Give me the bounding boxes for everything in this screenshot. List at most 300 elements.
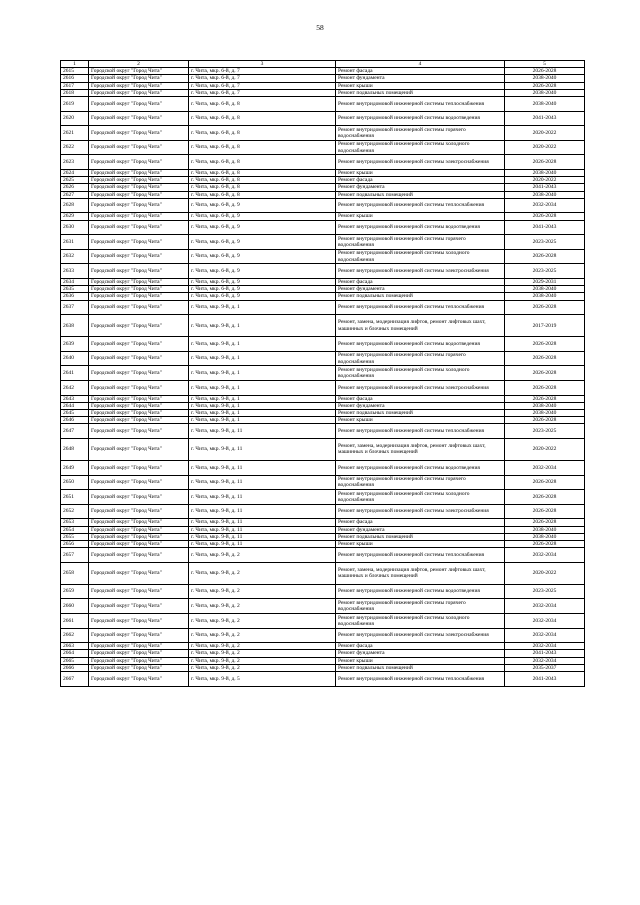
- period-cell: 2026-2028: [505, 213, 585, 220]
- address-cell: г. Чита, мкр. 6-й, д. 9: [189, 264, 336, 279]
- address-cell: г. Чита, мкр. 6-й, д. 9: [189, 293, 336, 300]
- work-type-cell: Ремонт внутридомовой инженерной системы электроснабжения: [336, 155, 505, 170]
- address-cell: г. Чита, мкр. 9-й, д. 11: [189, 519, 336, 526]
- municipality-cell: Городской округ "Город Чита": [89, 75, 189, 82]
- work-type-cell: Ремонт внутридомовой инженерной системы горячего водоснабжения: [336, 126, 505, 141]
- municipality-cell: Городской округ "Город Чита": [89, 533, 189, 540]
- address-cell: г. Чита, мкр. 6-й, д. 8: [189, 97, 336, 112]
- municipality-cell: Городской округ "Город Чита": [89, 278, 189, 285]
- work-type-cell: Ремонт внутридомовой инженерной системы теплоснабжения: [336, 548, 505, 563]
- municipality-cell: Городской округ "Город Чита": [89, 475, 189, 490]
- address-cell: г. Чита, мкр. 9-й, д. 1: [189, 402, 336, 409]
- work-type-cell: Ремонт крыши: [336, 169, 505, 176]
- municipality-cell: Городской округ "Город Чита": [89, 664, 189, 671]
- row-number-cell: 2652: [61, 504, 89, 519]
- municipality-cell: Городской округ "Город Чита": [89, 380, 189, 395]
- row-number-cell: 2655: [61, 533, 89, 540]
- municipality-cell: Городской округ "Город Чита": [89, 490, 189, 505]
- period-cell: 2038-2040: [505, 75, 585, 82]
- table-row: [61, 409, 585, 416]
- period-cell: 2038-2040: [505, 97, 585, 112]
- work-type-cell: Ремонт внутридомовой инженерной системы водоотведения: [336, 584, 505, 599]
- table-row: [61, 417, 585, 424]
- address-cell: г. Чита, мкр. 9-й, д. 1: [189, 337, 336, 352]
- period-cell: 2038-2040: [505, 169, 585, 176]
- work-type-cell: Ремонт, замена, модернизация лифтов, ремонт лифтовых шахт, машинных и блочных помещений: [336, 438, 505, 460]
- address-cell: г. Чита, мкр. 6-й, д. 8: [189, 126, 336, 141]
- work-type-cell: Ремонт внутридомовой инженерной системы теплоснабжения: [336, 424, 505, 439]
- address-cell: г. Чита, мкр. 9-й, д. 11: [189, 475, 336, 490]
- work-type-cell: Ремонт крыши: [336, 417, 505, 424]
- row-number-cell: 2626: [61, 184, 89, 191]
- table-body: [61, 68, 585, 686]
- table-row: [61, 82, 585, 89]
- table-row: [61, 562, 585, 584]
- row-number-cell: 2627: [61, 191, 89, 198]
- work-type-cell: Ремонт внутридомовой инженерной системы электроснабжения: [336, 504, 505, 519]
- work-type-cell: Ремонт внутридомовой инженерной системы холодного водоснабжения: [336, 140, 505, 155]
- row-number-cell: 2633: [61, 264, 89, 279]
- period-cell: 2041-2043: [505, 220, 585, 235]
- table-row: [61, 628, 585, 643]
- row-number-cell: 2638: [61, 315, 89, 337]
- address-cell: г. Чита, мкр. 6-й, д. 7: [189, 75, 336, 82]
- work-type-cell: Ремонт крыши: [336, 657, 505, 664]
- address-cell: г. Чита, мкр. 9-й, д. 11: [189, 533, 336, 540]
- address-cell: г. Чита, мкр. 6-й, д. 9: [189, 249, 336, 264]
- column-header: 5: [505, 61, 585, 68]
- table-row: [61, 540, 585, 547]
- row-number-cell: 2635: [61, 286, 89, 293]
- table-row: [61, 184, 585, 191]
- period-cell: 2026-2028: [505, 366, 585, 381]
- row-number-cell: 2625: [61, 177, 89, 184]
- period-cell: 2026-2028: [505, 249, 585, 264]
- work-type-cell: Ремонт подвальных помещений: [336, 89, 505, 96]
- address-cell: г. Чита, мкр. 9-й, д. 11: [189, 460, 336, 475]
- table-row: [61, 213, 585, 220]
- municipality-cell: Городской округ "Город Чита": [89, 286, 189, 293]
- period-cell: 2032-2034: [505, 548, 585, 563]
- table-row: [61, 475, 585, 490]
- table-row: [61, 315, 585, 337]
- municipality-cell: Городской округ "Город Чита": [89, 249, 189, 264]
- table-row: [61, 191, 585, 198]
- table-row: [61, 198, 585, 213]
- row-number-cell: 2647: [61, 424, 89, 439]
- period-cell: 2020-2022: [505, 140, 585, 155]
- row-number-cell: 2658: [61, 562, 89, 584]
- column-header: 2: [89, 61, 189, 68]
- municipality-cell: Городской округ "Город Чита": [89, 650, 189, 657]
- work-type-cell: Ремонт внутридомовой инженерной системы горячего водоснабжения: [336, 351, 505, 366]
- row-number-cell: 2666: [61, 664, 89, 671]
- address-cell: г. Чита, мкр. 9-й, д. 1: [189, 380, 336, 395]
- municipality-cell: Городской округ "Город Чита": [89, 264, 189, 279]
- row-number-cell: 2657: [61, 548, 89, 563]
- table-header-row: [61, 61, 585, 68]
- row-number-cell: 2659: [61, 584, 89, 599]
- row-number-cell: 2665: [61, 657, 89, 664]
- municipality-cell: Городской округ "Город Чита": [89, 540, 189, 547]
- repair-schedule-table: [60, 60, 585, 687]
- work-type-cell: Ремонт крыши: [336, 540, 505, 547]
- work-type-cell: Ремонт фасада: [336, 519, 505, 526]
- period-cell: 2029-2031: [505, 278, 585, 285]
- row-number-cell: 2667: [61, 671, 89, 686]
- municipality-cell: Городской округ "Город Чита": [89, 191, 189, 198]
- period-cell: 2032-2034: [505, 613, 585, 628]
- period-cell: 2032-2034: [505, 599, 585, 614]
- work-type-cell: Ремонт внутридомовой инженерной системы холодного водоснабжения: [336, 613, 505, 628]
- row-number-cell: 2648: [61, 438, 89, 460]
- municipality-cell: Городской округ "Город Чита": [89, 89, 189, 96]
- table-row: [61, 643, 585, 650]
- address-cell: г. Чита, мкр. 6-й, д. 8: [189, 155, 336, 170]
- table-row: [61, 68, 585, 75]
- row-number-cell: 2645: [61, 409, 89, 416]
- work-type-cell: Ремонт подвальных помещений: [336, 409, 505, 416]
- row-number-cell: 2628: [61, 198, 89, 213]
- municipality-cell: Городской округ "Город Чита": [89, 351, 189, 366]
- address-cell: г. Чита, мкр. 9-й, д. 11: [189, 424, 336, 439]
- period-cell: 2020-2022: [505, 562, 585, 584]
- period-cell: 2041-2043: [505, 111, 585, 126]
- work-type-cell: Ремонт подвальных помещений: [336, 533, 505, 540]
- period-cell: 2017-2019: [505, 315, 585, 337]
- table-row: [61, 519, 585, 526]
- municipality-cell: Городской округ "Город Чита": [89, 409, 189, 416]
- row-number-cell: 2631: [61, 235, 89, 250]
- period-cell: 2026-2028: [505, 504, 585, 519]
- table-row: [61, 548, 585, 563]
- table-row: [61, 366, 585, 381]
- table-row: [61, 300, 585, 315]
- row-number-cell: 2636: [61, 293, 89, 300]
- work-type-cell: Ремонт крыши: [336, 213, 505, 220]
- period-cell: 2023-2025: [505, 424, 585, 439]
- work-type-cell: Ремонт внутридомовой инженерной системы теплоснабжения: [336, 671, 505, 686]
- table-row: [61, 140, 585, 155]
- address-cell: г. Чита, мкр. 9-й, д. 2: [189, 650, 336, 657]
- address-cell: г. Чита, мкр. 6-й, д. 7: [189, 89, 336, 96]
- period-cell: 2026-2028: [505, 395, 585, 402]
- table-row: [61, 584, 585, 599]
- work-type-cell: Ремонт подвальных помещений: [336, 191, 505, 198]
- table-row: [61, 650, 585, 657]
- address-cell: г. Чита, мкр. 9-й, д. 5: [189, 671, 336, 686]
- work-type-cell: Ремонт внутридомовой инженерной системы водоотведения: [336, 337, 505, 352]
- work-type-cell: Ремонт внутридомовой инженерной системы электроснабжения: [336, 264, 505, 279]
- row-number-cell: 2639: [61, 337, 89, 352]
- row-number-cell: 2617: [61, 82, 89, 89]
- period-cell: 2026-2028: [505, 380, 585, 395]
- row-number-cell: 2616: [61, 75, 89, 82]
- address-cell: г. Чита, мкр. 6-й, д. 9: [189, 220, 336, 235]
- work-type-cell: Ремонт внутридомовой инженерной системы горячего водоснабжения: [336, 235, 505, 250]
- row-number-cell: 2643: [61, 395, 89, 402]
- municipality-cell: Городской округ "Город Чита": [89, 293, 189, 300]
- period-cell: 2038-2040: [505, 293, 585, 300]
- municipality-cell: Городской округ "Город Чита": [89, 671, 189, 686]
- address-cell: г. Чита, мкр. 6-й, д. 8: [189, 191, 336, 198]
- address-cell: г. Чита, мкр. 9-й, д. 1: [189, 351, 336, 366]
- address-cell: г. Чита, мкр. 6-й, д. 9: [189, 278, 336, 285]
- work-type-cell: Ремонт, замена, модернизация лифтов, ремонт лифтовых шахт, машинных и блочных помещений: [336, 315, 505, 337]
- table-row: [61, 460, 585, 475]
- municipality-cell: Городской округ "Город Чита": [89, 315, 189, 337]
- table-row: [61, 657, 585, 664]
- table-row: [61, 599, 585, 614]
- period-cell: 2032-2034: [505, 643, 585, 650]
- table-row: [61, 424, 585, 439]
- table-row: [61, 264, 585, 279]
- work-type-cell: Ремонт подвальных помещений: [336, 664, 505, 671]
- row-number-cell: 2618: [61, 89, 89, 96]
- work-type-cell: Ремонт крыши: [336, 82, 505, 89]
- table-row: [61, 438, 585, 460]
- work-type-cell: Ремонт фундамента: [336, 286, 505, 293]
- period-cell: 2023-2025: [505, 264, 585, 279]
- table-row: [61, 351, 585, 366]
- row-number-cell: 2619: [61, 97, 89, 112]
- period-cell: 2023-2025: [505, 235, 585, 250]
- period-cell: 2026-2028: [505, 82, 585, 89]
- row-number-cell: 2637: [61, 300, 89, 315]
- municipality-cell: Городской округ "Город Чита": [89, 526, 189, 533]
- table-row: [61, 664, 585, 671]
- address-cell: г. Чита, мкр. 9-й, д. 11: [189, 438, 336, 460]
- work-type-cell: Ремонт внутридомовой инженерной системы водоотведения: [336, 111, 505, 126]
- row-number-cell: 2662: [61, 628, 89, 643]
- address-cell: г. Чита, мкр. 6-й, д. 8: [189, 169, 336, 176]
- address-cell: г. Чита, мкр. 9-й, д. 2: [189, 548, 336, 563]
- table-row: [61, 293, 585, 300]
- municipality-cell: Городской округ "Город Чита": [89, 126, 189, 141]
- row-number-cell: 2632: [61, 249, 89, 264]
- work-type-cell: Ремонт фасада: [336, 278, 505, 285]
- table-row: [61, 533, 585, 540]
- row-number-cell: 2624: [61, 169, 89, 176]
- period-cell: 2041-2043: [505, 184, 585, 191]
- row-number-cell: 2646: [61, 417, 89, 424]
- work-type-cell: Ремонт фасада: [336, 395, 505, 402]
- address-cell: г. Чита, мкр. 6-й, д. 8: [189, 140, 336, 155]
- table-row: [61, 402, 585, 409]
- row-number-cell: 2621: [61, 126, 89, 141]
- address-cell: г. Чита, мкр. 9-й, д. 1: [189, 417, 336, 424]
- work-type-cell: Ремонт внутридомовой инженерной системы теплоснабжения: [336, 198, 505, 213]
- municipality-cell: Городской округ "Город Чита": [89, 519, 189, 526]
- municipality-cell: Городской округ "Город Чита": [89, 220, 189, 235]
- address-cell: г. Чита, мкр. 9-й, д. 1: [189, 395, 336, 402]
- work-type-cell: Ремонт внутридомовой инженерной системы электроснабжения: [336, 380, 505, 395]
- row-number-cell: 2656: [61, 540, 89, 547]
- address-cell: г. Чита, мкр. 9-й, д. 11: [189, 504, 336, 519]
- address-cell: г. Чита, мкр. 6-й, д. 8: [189, 111, 336, 126]
- period-cell: 2026-2028: [505, 68, 585, 75]
- address-cell: г. Чита, мкр. 6-й, д. 9: [189, 198, 336, 213]
- municipality-cell: Городской округ "Город Чита": [89, 300, 189, 315]
- row-number-cell: 2629: [61, 213, 89, 220]
- municipality-cell: Городской округ "Город Чита": [89, 548, 189, 563]
- municipality-cell: Городской округ "Город Чита": [89, 599, 189, 614]
- row-number-cell: 2650: [61, 475, 89, 490]
- municipality-cell: Городской округ "Город Чита": [89, 657, 189, 664]
- address-cell: г. Чита, мкр. 9-й, д. 2: [189, 613, 336, 628]
- municipality-cell: Городской округ "Город Чита": [89, 613, 189, 628]
- municipality-cell: Городской округ "Город Чита": [89, 424, 189, 439]
- period-cell: 2032-2034: [505, 657, 585, 664]
- period-cell: 2026-2028: [505, 155, 585, 170]
- row-number-cell: 2663: [61, 643, 89, 650]
- municipality-cell: Городской округ "Город Чита": [89, 460, 189, 475]
- row-number-cell: 2622: [61, 140, 89, 155]
- row-number-cell: 2654: [61, 526, 89, 533]
- page-number: 58: [316, 23, 324, 32]
- table-row: [61, 155, 585, 170]
- table-row: [61, 169, 585, 176]
- period-cell: 2026-2028: [505, 337, 585, 352]
- address-cell: г. Чита, мкр. 9-й, д. 2: [189, 664, 336, 671]
- work-type-cell: Ремонт фундамента: [336, 75, 505, 82]
- address-cell: г. Чита, мкр. 9-й, д. 1: [189, 300, 336, 315]
- table-row: [61, 613, 585, 628]
- work-type-cell: Ремонт фундамента: [336, 402, 505, 409]
- table-row: [61, 286, 585, 293]
- table-row: [61, 111, 585, 126]
- row-number-cell: 2623: [61, 155, 89, 170]
- period-cell: 2038-2040: [505, 533, 585, 540]
- work-type-cell: Ремонт подвальных помещений: [336, 293, 505, 300]
- table-row: [61, 89, 585, 96]
- work-type-cell: Ремонт фундамента: [336, 526, 505, 533]
- row-number-cell: 2649: [61, 460, 89, 475]
- municipality-cell: Городской округ "Город Чита": [89, 395, 189, 402]
- municipality-cell: Городской округ "Город Чита": [89, 140, 189, 155]
- municipality-cell: Городской округ "Город Чита": [89, 177, 189, 184]
- work-type-cell: Ремонт внутридомовой инженерной системы теплоснабжения: [336, 300, 505, 315]
- table-row: [61, 235, 585, 250]
- municipality-cell: Городской округ "Город Чита": [89, 402, 189, 409]
- work-type-cell: Ремонт фасада: [336, 643, 505, 650]
- municipality-cell: Городской округ "Город Чита": [89, 68, 189, 75]
- municipality-cell: Городской округ "Город Чита": [89, 97, 189, 112]
- address-cell: г. Чита, мкр. 6-й, д. 9: [189, 235, 336, 250]
- municipality-cell: Городской округ "Город Чита": [89, 169, 189, 176]
- period-cell: 2023-2025: [505, 584, 585, 599]
- period-cell: 2026-2028: [505, 475, 585, 490]
- column-header: 4: [336, 61, 505, 68]
- address-cell: г. Чита, мкр. 9-й, д. 2: [189, 584, 336, 599]
- work-type-cell: Ремонт внутридомовой инженерной системы электроснабжения: [336, 628, 505, 643]
- row-number-cell: 2661: [61, 613, 89, 628]
- table-row: [61, 75, 585, 82]
- period-cell: 2032-2034: [505, 460, 585, 475]
- row-number-cell: 2664: [61, 650, 89, 657]
- municipality-cell: Городской округ "Город Чита": [89, 184, 189, 191]
- work-type-cell: Ремонт внутридомовой инженерной системы горячего водоснабжения: [336, 475, 505, 490]
- address-cell: г. Чита, мкр. 9-й, д. 11: [189, 540, 336, 547]
- table-row: [61, 249, 585, 264]
- table-row: [61, 671, 585, 686]
- address-cell: г. Чита, мкр. 9-й, д. 1: [189, 409, 336, 416]
- row-number-cell: 2620: [61, 111, 89, 126]
- column-header: 1: [61, 61, 89, 68]
- municipality-cell: Городской округ "Город Чита": [89, 155, 189, 170]
- address-cell: г. Чита, мкр. 9-й, д. 1: [189, 315, 336, 337]
- period-cell: 2038-2040: [505, 191, 585, 198]
- period-cell: 2038-2040: [505, 402, 585, 409]
- period-cell: 2038-2040: [505, 286, 585, 293]
- period-cell: 2035-2037: [505, 664, 585, 671]
- municipality-cell: Городской округ "Город Чита": [89, 235, 189, 250]
- work-type-cell: Ремонт фундамента: [336, 184, 505, 191]
- table-row: [61, 337, 585, 352]
- work-type-cell: Ремонт фасада: [336, 68, 505, 75]
- municipality-cell: Городской округ "Город Чита": [89, 628, 189, 643]
- work-type-cell: Ремонт внутридомовой инженерной системы водоотведения: [336, 460, 505, 475]
- municipality-cell: Городской округ "Город Чита": [89, 643, 189, 650]
- municipality-cell: Городской округ "Город Чита": [89, 562, 189, 584]
- municipality-cell: Городской округ "Город Чита": [89, 438, 189, 460]
- municipality-cell: Городской округ "Город Чита": [89, 111, 189, 126]
- period-cell: 2038-2040: [505, 89, 585, 96]
- period-cell: 2032-2034: [505, 198, 585, 213]
- municipality-cell: Городской округ "Город Чита": [89, 337, 189, 352]
- table-row: [61, 490, 585, 505]
- row-number-cell: 2651: [61, 490, 89, 505]
- table-row: [61, 177, 585, 184]
- period-cell: 2026-2028: [505, 540, 585, 547]
- period-cell: 2020-2022: [505, 438, 585, 460]
- work-type-cell: Ремонт фасада: [336, 177, 505, 184]
- work-type-cell: Ремонт внутридомовой инженерной системы холодного водоснабжения: [336, 490, 505, 505]
- address-cell: г. Чита, мкр. 9-й, д. 2: [189, 562, 336, 584]
- period-cell: 2020-2022: [505, 177, 585, 184]
- period-cell: 2026-2028: [505, 351, 585, 366]
- row-number-cell: 2642: [61, 380, 89, 395]
- table-row: [61, 126, 585, 141]
- address-cell: г. Чита, мкр. 6-й, д. 9: [189, 213, 336, 220]
- column-header: 3: [189, 61, 336, 68]
- row-number-cell: 2634: [61, 278, 89, 285]
- address-cell: г. Чита, мкр. 6-й, д. 7: [189, 82, 336, 89]
- work-type-cell: Ремонт внутридомовой инженерной системы водоотведения: [336, 220, 505, 235]
- row-number-cell: 2660: [61, 599, 89, 614]
- table-row: [61, 526, 585, 533]
- address-cell: г. Чита, мкр. 9-й, д. 11: [189, 526, 336, 533]
- address-cell: г. Чита, мкр. 6-й, д. 7: [189, 68, 336, 75]
- municipality-cell: Городской округ "Город Чита": [89, 82, 189, 89]
- address-cell: г. Чита, мкр. 6-й, д. 8: [189, 184, 336, 191]
- period-cell: 2026-2028: [505, 490, 585, 505]
- table-row: [61, 504, 585, 519]
- period-cell: 2020-2022: [505, 126, 585, 141]
- row-number-cell: 2644: [61, 402, 89, 409]
- row-number-cell: 2615: [61, 68, 89, 75]
- table-row: [61, 395, 585, 402]
- municipality-cell: Городской округ "Город Чита": [89, 213, 189, 220]
- address-cell: г. Чита, мкр. 9-й, д. 1: [189, 366, 336, 381]
- work-type-cell: Ремонт, замена, модернизация лифтов, ремонт лифтовых шахт, машинных и блочных помещений: [336, 562, 505, 584]
- table-row: [61, 278, 585, 285]
- municipality-cell: Городской округ "Город Чита": [89, 366, 189, 381]
- address-cell: г. Чита, мкр. 9-й, д. 11: [189, 490, 336, 505]
- row-number-cell: 2641: [61, 366, 89, 381]
- work-type-cell: Ремонт внутридомовой инженерной системы теплоснабжения: [336, 97, 505, 112]
- table-row: [61, 220, 585, 235]
